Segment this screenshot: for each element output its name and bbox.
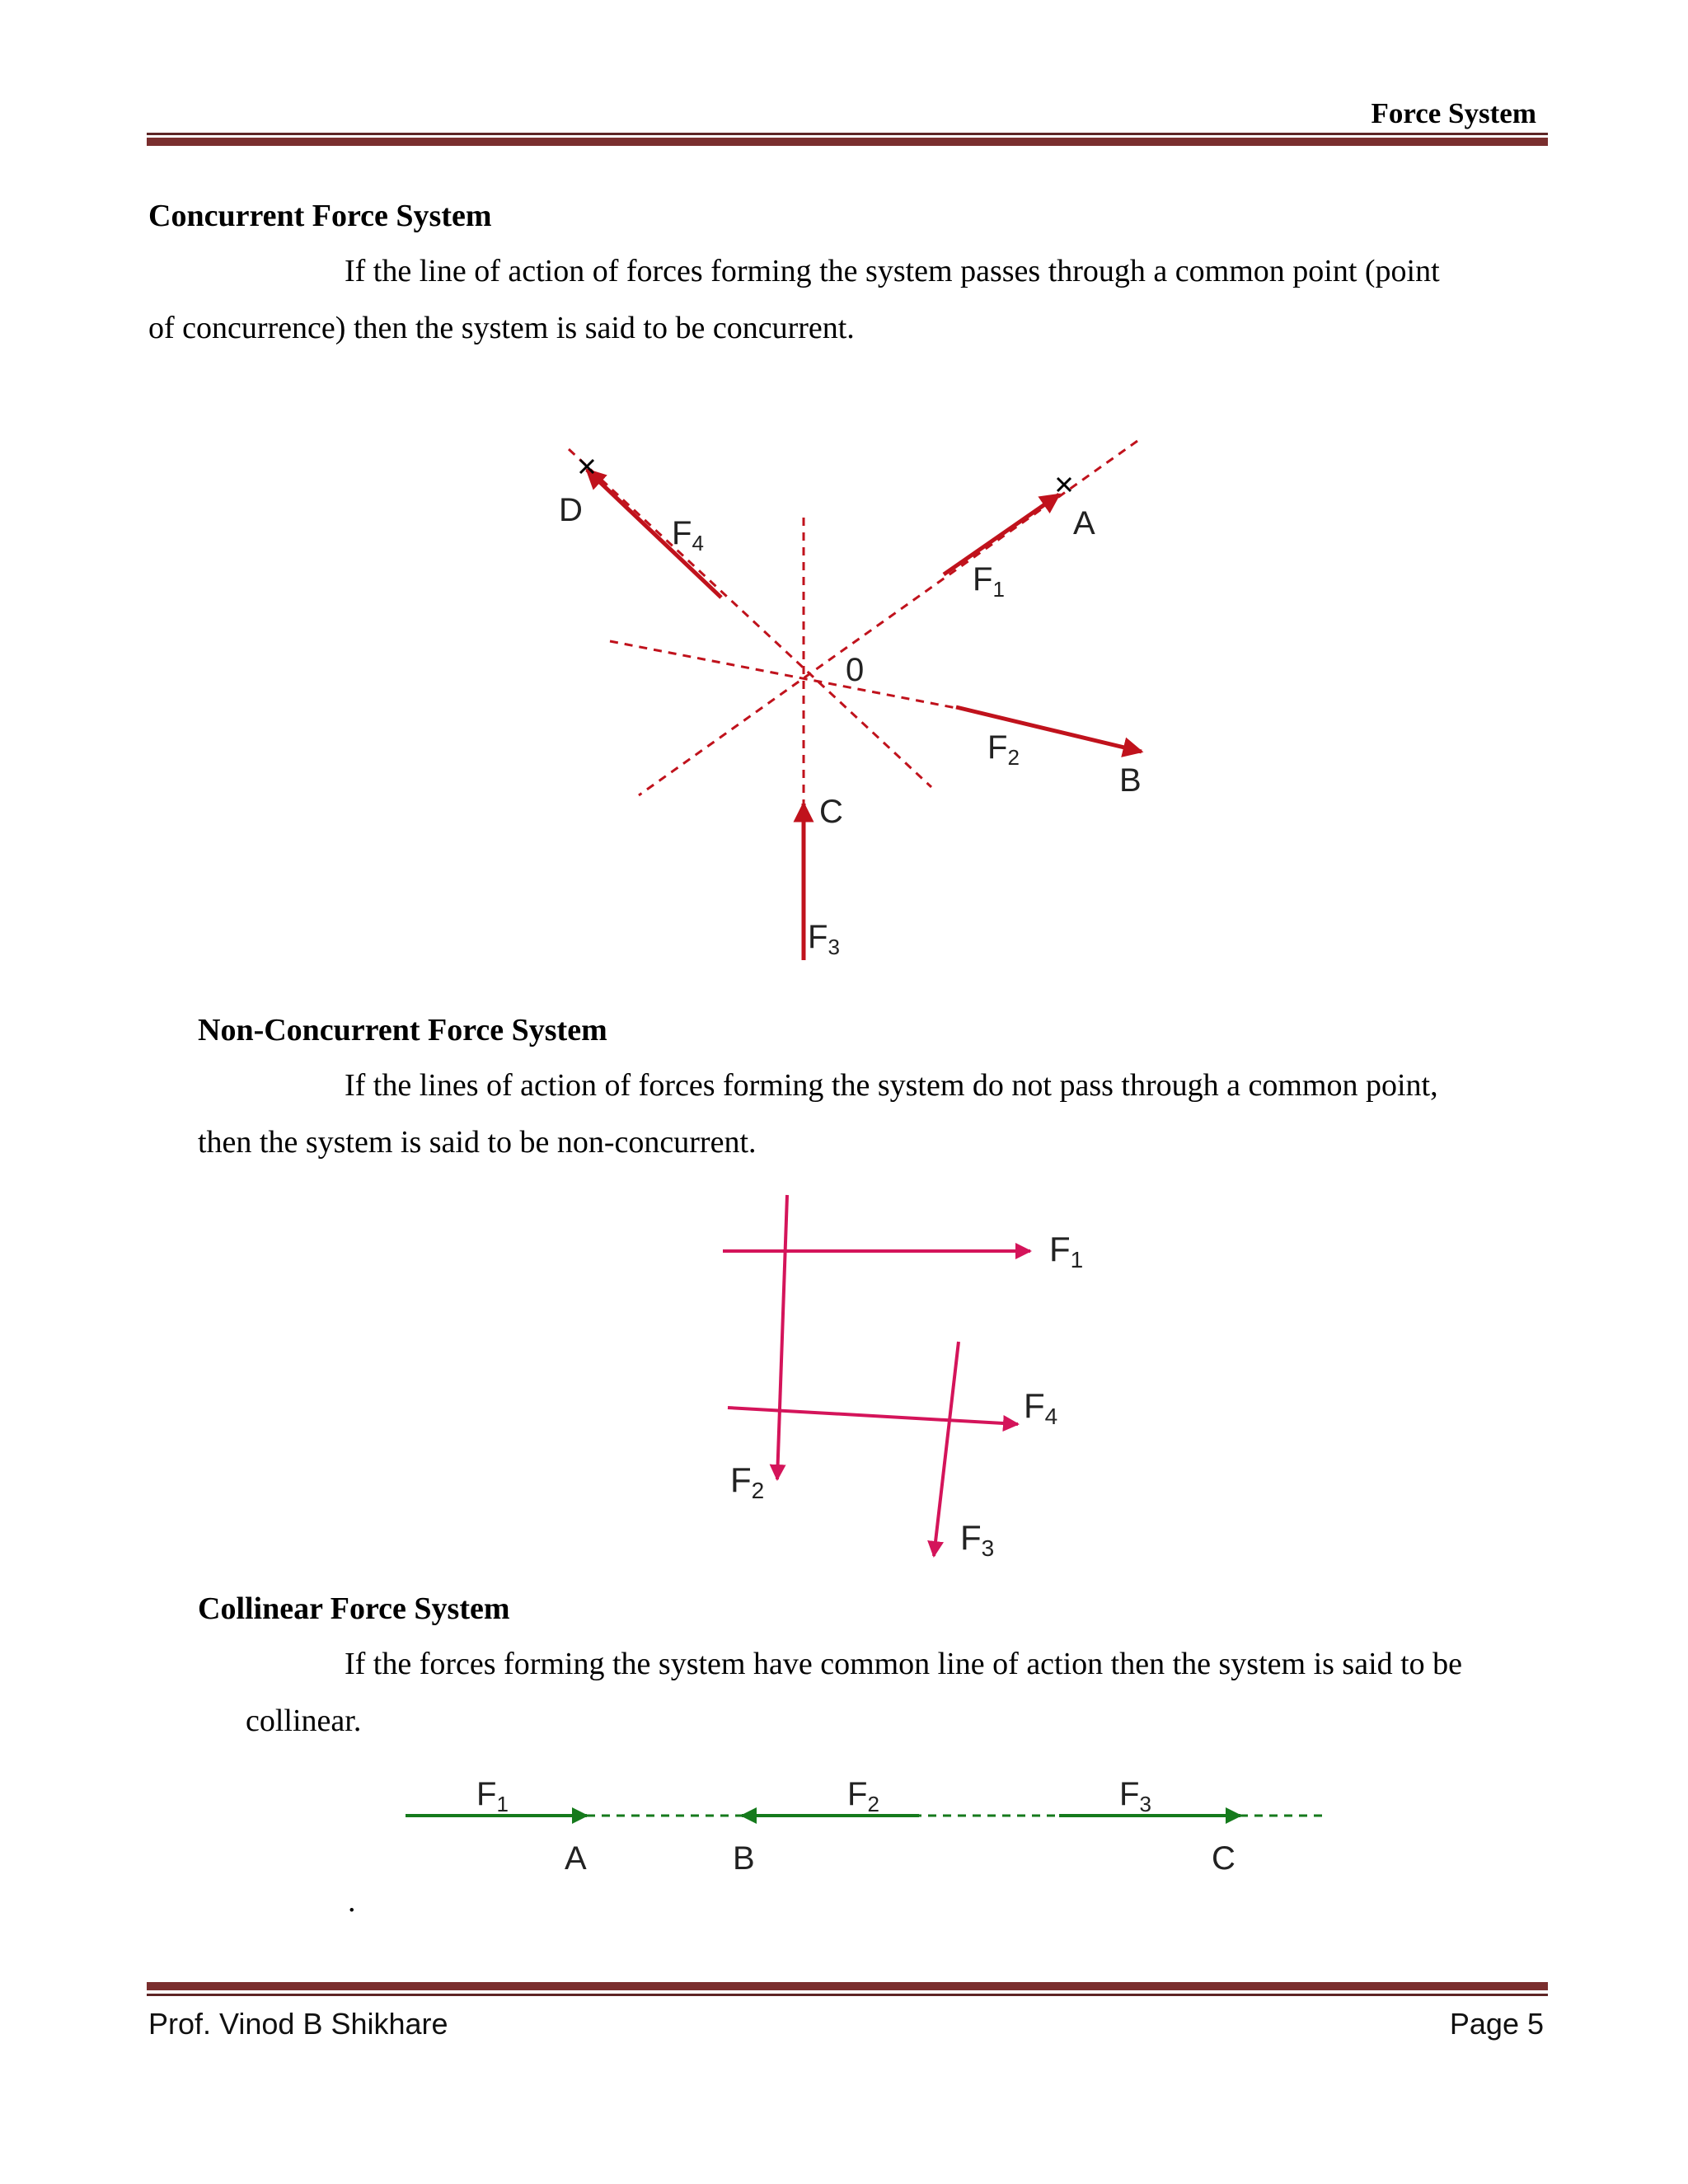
nc-label-force-f2: F2 — [730, 1460, 765, 1503]
col-label-force-f1: $F_1$ — [476, 1776, 509, 1816]
paragraph-collinear-line1: If the forces forming the system have common line of action then the system is said to be — [345, 1647, 1463, 1681]
label-point-a: A — [1073, 505, 1095, 541]
col-label-force-f2: $F_2$ — [847, 1776, 879, 1816]
footer-page-number: Page 5 — [1449, 2007, 1544, 2041]
line-of-action-f4 — [569, 449, 931, 787]
col-label-point-a: A — [565, 1840, 587, 1877]
concurrent-point-marks — [580, 460, 1071, 491]
label-point-d: D — [559, 492, 583, 528]
footer-rule-thick — [147, 1982, 1548, 1990]
label-force-f3: $F_3$ — [808, 919, 840, 959]
paragraph-concurrent-line2: of concurrence) then the system is said to be concurrent. — [148, 311, 855, 345]
line-of-action-f2 — [610, 641, 960, 709]
footer-rule-thin — [147, 1994, 1548, 1996]
label-center-o: 0 — [846, 652, 865, 688]
stray-period-mark: . — [348, 1884, 356, 1919]
label-force-f2: $F_2$ — [987, 729, 1020, 770]
col-label-point-c: C — [1212, 1840, 1236, 1877]
nc-label-force-f3: F3 — [960, 1518, 995, 1561]
label-force-f4: $F_4$ — [672, 515, 704, 555]
nc-label-force-f1: F1 — [1049, 1230, 1084, 1272]
nc-force-arrow-f4 — [728, 1408, 1018, 1424]
footer-author: Prof. Vinod B Shikhare — [148, 2007, 448, 2041]
label-point-b: B — [1119, 762, 1142, 799]
non-concurrent-force-arrows — [723, 1195, 1030, 1556]
col-label-force-f3: $F_3$ — [1119, 1776, 1151, 1816]
label-force-f1: $F_1$ — [973, 561, 1005, 602]
force-arrow-f2 — [956, 707, 1142, 752]
paragraph-non-concurrent-line2: then the system is said to be non-concurrent. — [198, 1125, 757, 1160]
section-heading-concurrent: Concurrent Force System — [148, 199, 492, 233]
nc-label-force-f4: F4 — [1024, 1386, 1058, 1429]
running-header-title: Force System — [1371, 97, 1536, 129]
section-heading-non-concurrent: Non-Concurrent Force System — [198, 1013, 607, 1047]
line-of-action-f1 — [639, 441, 1137, 795]
nc-force-arrow-f3 — [934, 1342, 959, 1556]
paragraph-concurrent-line1: If the line of action of forces forming the system passes through a common point (point — [345, 254, 1440, 288]
nc-force-arrow-f2 — [777, 1195, 787, 1479]
section-heading-collinear: Collinear Force System — [198, 1591, 510, 1626]
paragraph-collinear-line2: collinear. — [246, 1704, 362, 1738]
label-point-c: C — [819, 794, 843, 830]
force-arrow-f1 — [944, 494, 1059, 574]
col-label-point-b: B — [733, 1840, 755, 1877]
paragraph-non-concurrent-line1: If the lines of action of forces forming the system do not pass through a common point, — [345, 1068, 1438, 1103]
